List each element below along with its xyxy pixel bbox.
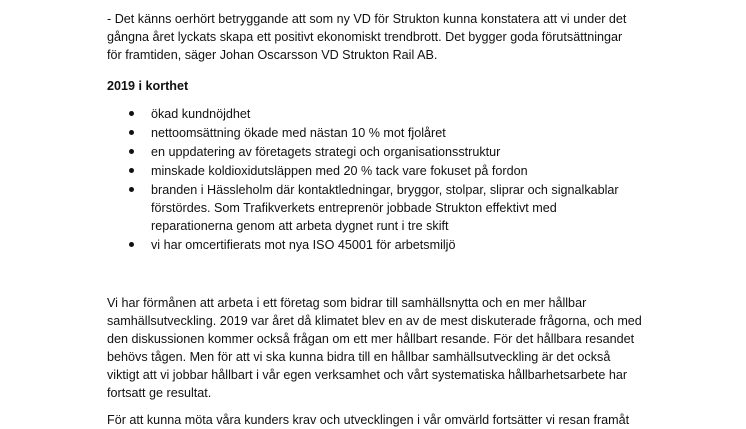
list-item-text: ökad kundnöjdhet — [151, 107, 251, 121]
list-item-text: nettoomsättning ökade med nästan 10 % mot fjolåret — [151, 126, 446, 140]
paragraph-line: behövs tågen. Men för att vi ska kunna bidra till en hållbar samhällsutveckling är det också — [107, 350, 611, 364]
bullet-icon — [129, 168, 134, 173]
list-item-text: minskade koldioxidutsläppen med 20 % tack vare fokuset på fordon — [151, 164, 528, 178]
list-item-text-continuation: förstördes. Som Trafikverkets entreprenör jobbade Strukton effektivt med — [151, 201, 557, 215]
bullet-icon — [129, 149, 134, 154]
cut-off-line: För att kunna möta våra kunders krav och utvecklingen i vår omvärld fortsätter vi resan framåt — [107, 413, 630, 427]
list-item — [129, 236, 729, 254]
paragraph-line: fortsatt ge resultat. — [107, 386, 212, 400]
list-item — [129, 124, 729, 142]
paragraph-line: Vi har förmånen att arbeta i ett företag som bidrar till samhällsnytta och en mer hållbar — [107, 296, 587, 310]
quote-line: för framtiden, säger Johan Oscarsson VD Strukton Rail AB. — [107, 48, 438, 62]
quote-line: gångna året lyckats skapa ett positivt ekonomiskt trendbrott. Det bygger goda förutsättningar — [107, 30, 623, 44]
list-item — [129, 162, 729, 180]
section-heading: 2019 i korthet — [107, 79, 189, 93]
bullet-icon — [129, 130, 134, 135]
paragraph-line: den diskussionen kommer också frågan om ett mer hållbart resande. För det hållbara resandet — [107, 332, 635, 346]
list-item-text: vi har omcertifierats mot nya ISO 45001 för arbetsmiljö — [151, 238, 456, 252]
paragraph-line: samhällsutveckling. 2019 var året då klimatet blev en av de mest diskuterade frågorna, och med — [107, 314, 642, 328]
paragraph-line: viktigt att vi jobbar hållbart i vår egen verksamhet och vårt systematiska hållbarhetsarbete har — [107, 368, 628, 382]
quote-line: - Det känns oerhört betryggande att som ny VD för Strukton kunna konstatera att vi under det — [107, 12, 627, 26]
list-item — [129, 181, 729, 199]
list-item-text: branden i Hässleholm där kontaktledningar, bryggor, stolpar, sliprar och signalkablar — [151, 183, 619, 197]
list-item — [129, 105, 729, 123]
list-item — [129, 143, 729, 161]
bullet-icon — [129, 111, 134, 116]
list-item-text: en uppdatering av företagets strategi och organisationsstruktur — [151, 145, 501, 159]
list-item-text-continuation: reparationerna genom att arbeta dygnet runt i tre skift — [151, 219, 449, 233]
bullet-icon — [129, 242, 134, 247]
bullet-icon — [129, 187, 134, 192]
